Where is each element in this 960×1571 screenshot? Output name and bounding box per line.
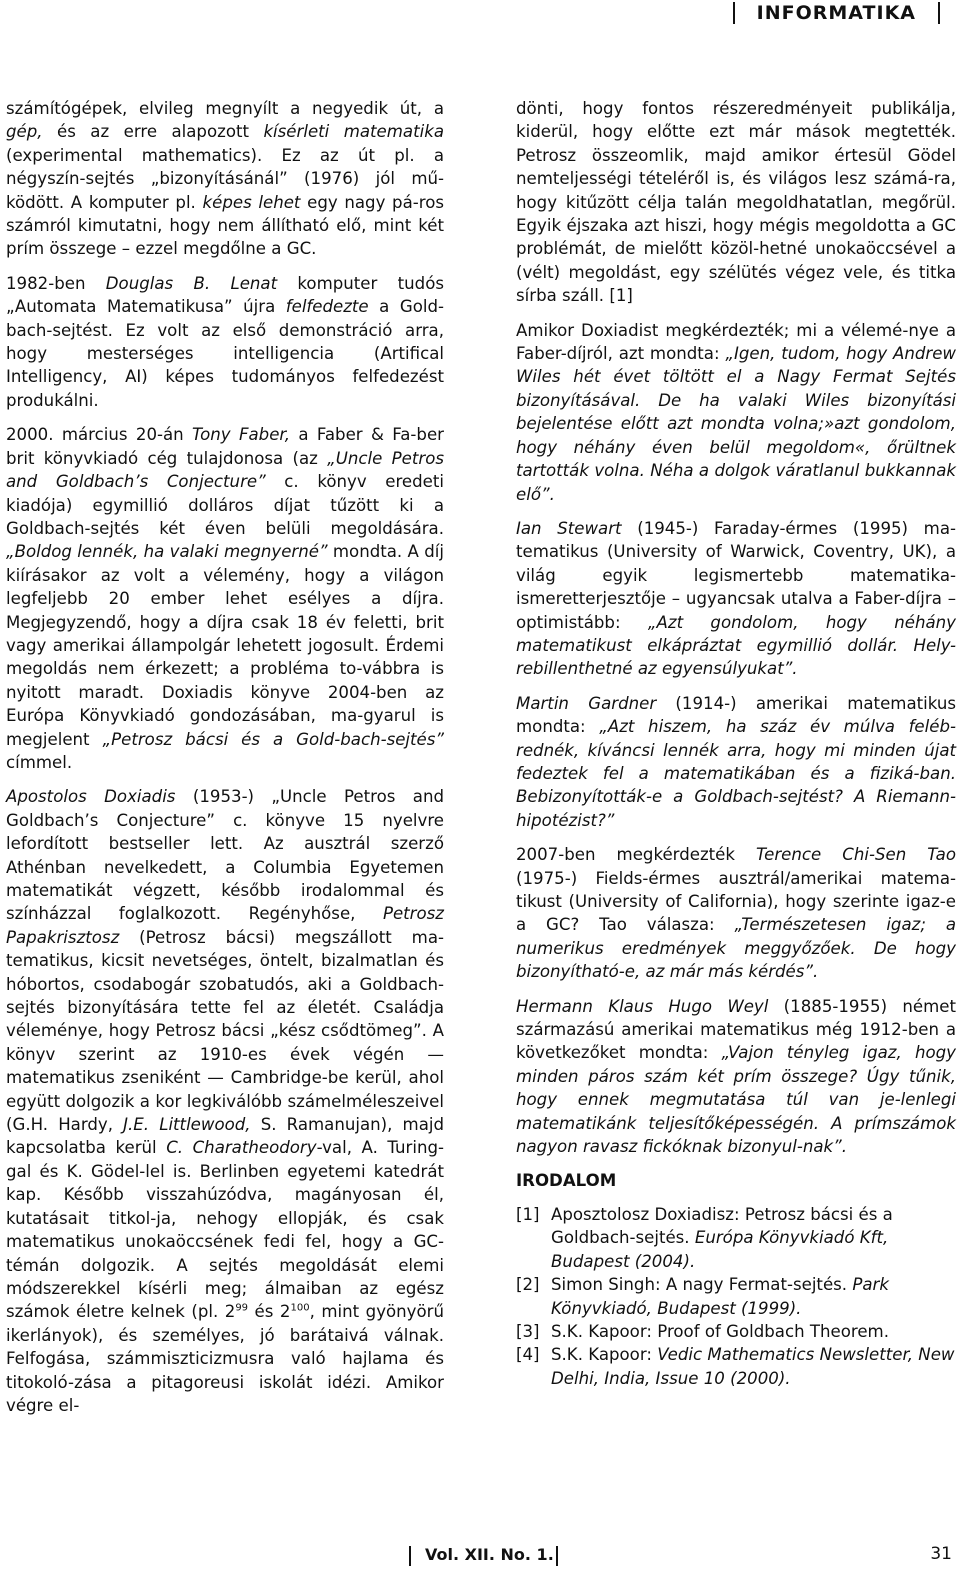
footer-rule-2 — [556, 1546, 558, 1566]
running-header — [733, 0, 940, 26]
emphasis-text: „Vajon tényleg igaz, hogy minden páros szám két prím összege? Úgy tűnik, hogy ennek megmutatása túl van je-lenlegi matematikánk teljesítőképességén. A prímszámok nagyon ravasz fickóknak bizonyul-nak”. — [516, 1043, 956, 1157]
reference-list — [516, 1203, 956, 1390]
emphasis-text: „Természetesen igaz; a numerikus eredmények meggyőzőek. De hogy bizonyítható-e, az már más kérdés”. — [516, 915, 956, 982]
emphasis-text: Martin Gardner — [516, 693, 657, 713]
emphasis-text: „Igen, tudom, hogy Andrew Wiles hét évet töltött el a Nagy Fermat Sejtés bizonyításával. De ha valaki Wiles bizonyítási bejelentése előtt azt mondta volna;»azt gondolom, hogy néhány éven belül megoldom«, őrültnek tartották volna. Néha a dolgok váratlanul bukkannak elő”. — [516, 344, 956, 504]
reference-number: [4] — [516, 1345, 540, 1365]
emphasis-text: Apostolos Doxiadis — [6, 787, 176, 807]
reference-item — [516, 1320, 956, 1343]
emphasis-text: Tony Faber, — [192, 425, 290, 445]
body-paragraph: Ian Stewart (1945-) Faraday-érmes (1995) ma-tematikus (University of Warwick, Coventry, UK), a világ egyik legismertebb matematika-ismeretterjesztője – ugyancsak utalva a Faber-díjra – optimistább: „Azt gondolom, hogy néhány matematikust elkápráztat egymillió dollár. Hely-rebillenthetné az egyensúlyukat”. — [516, 518, 957, 679]
reference-text: S.K. Kapoor: Proof of Goldbach Theorem. — [551, 1321, 889, 1341]
emphasis-text: J.E. Littlewood, — [123, 1115, 251, 1135]
section-title: INFORMATIKA — [756, 2, 916, 24]
page-footer — [0, 1543, 960, 1569]
right-column — [516, 97, 956, 1390]
emphasis-text: Terence Chi-Sen Tao — [756, 845, 956, 865]
body-paragraph: 2007-ben megkérdezték Terence Chi-Sen Tao (1975-) Fields-érmes ausztrál/amerikai matema-tikust (University of California), hogy szerinte igaz-e a GC? Tao válasza: „Természetesen igaz; a numerikus eredmények meggyőzőek. De hogy bizonyítható-e, az már más kérdés”. — [516, 845, 956, 982]
superscript: 99 — [235, 1302, 249, 1314]
reference-number: [1] — [516, 1204, 540, 1224]
body-paragraph: Amikor Doxiadist megkérdezték; mi a vélemé-nye a Faber-díjról, azt mondta: „Igen, tudom, hogy Andrew Wiles hét évet töltött el a Nagy Fermat Sejtés bizonyításával. De ha valaki Wiles bizonyítási bejelentése előtt azt mondta volna;»azt gondolom, hogy néhány éven belül megoldom«, őrültnek tartották volna. Néha a dolgok váratlanul bukkannak elő”. — [516, 320, 956, 504]
emphasis-text: „Petrosz bácsi és a Gold-bach-sejtés” — [102, 729, 445, 749]
emphasis-text: képes lehet — [202, 192, 301, 212]
emphasis-text: Vedic Mathematics Newsletter, New Delhi, India, Issue 10 (2000). — [551, 1345, 955, 1388]
volume-label: Vol. XII. No. 1. — [425, 1545, 554, 1564]
reference-text: Simon Singh: A nagy Fermat-sejtés. Park Könyvkiadó, Budapest (1999). — [551, 1275, 889, 1318]
emphasis-text: Park Könyvkiadó, Budapest (1999). — [551, 1275, 889, 1318]
header-rule-right — [938, 2, 940, 24]
reference-text: S.K. Kapoor: Vedic Mathematics Newsletter, New Delhi, India, Issue 10 (2000). — [551, 1345, 955, 1388]
body-paragraph: számítógépek, elvileg megnyílt a negyedik út, a gép, és az erre alapozott kísérleti matematika (experimental mathematics). Ez az út pl. a négyszín-sejtés „bizonyításánál” (1976) jól mű-ködött. A komputer pl. képes lehet egy nagy pá-ros számról kimutatni, hogy nem állítható elő, mint két prím összege – ezzel megdőlne a GC. — [6, 99, 445, 259]
reference-item — [516, 1273, 956, 1320]
emphasis-text: Douglas B. Lenat — [105, 273, 278, 293]
reference-number: [2] — [516, 1275, 540, 1295]
emphasis-text: felfedezte — [285, 297, 369, 317]
body-paragraph: Martin Gardner (1914-) amerikai matematikus mondta: „Azt hiszem, ha száz év múlva feléb-rednék, kíváncsi lennék arra, hogy mi minden újat fedeztek fel a matematikában és a fiziká-ban. Bebizonyították-e a Goldbach-sejtést? A Riemann-hipotézist?” — [516, 693, 956, 830]
right-column-body — [516, 97, 956, 1158]
body-paragraph: 1982-ben Douglas B. Lenat komputer tudós „Automata Matematikusa” újra felfedezte a Gold-bach-sejtést. Ez volt az első demonstráció arra, hogy mesterséges intelligencia (Artifical Intelligency, AI) képes tudományos felfedezést produkálni. — [6, 273, 444, 410]
left-column — [6, 97, 444, 1428]
emphasis-text: Petrosz Papakrisztosz — [6, 904, 444, 947]
page-number: 31 — [930, 1544, 952, 1564]
emphasis-text: „Azt hiszem, ha száz év múlva feléb-rednék, kíváncsi lennék arra, hogy mi minden újat fedeztek fel a matematikában és a fiziká-ban. Bebizonyították-e a Goldbach-sejtést? A Riemann-hipotézist?” — [516, 717, 956, 830]
reference-item — [516, 1203, 956, 1273]
emphasis-text: kísérleti matematika — [263, 122, 444, 142]
references-heading: IRODALOM — [516, 1171, 617, 1191]
emphasis-text: Európa Könyvkiadó Kft, Budapest (2004). — [551, 1228, 889, 1271]
emphasis-text: Hermann Klaus Hugo Weyl — [516, 996, 769, 1016]
emphasis-text: „Azt gondolom, hogy néhány matematikust elkápráztat egymillió dollár. Hely-rebillenthetné az egyensúlyukat”. — [516, 612, 956, 679]
emphasis-text: „Boldog lennék, ha valaki megnyerné” — [6, 542, 328, 562]
emphasis-text: Ian Stewart — [516, 518, 622, 538]
reference-item — [516, 1343, 956, 1390]
body-paragraph: dönti, hogy fontos részeredményeit publikálja, kiderül, hogy előtte ezt már mások megtették. Petrosz összeomlik, majd amikor értesül Gödel nemteljességi tételéről is, és világos lesz számá-ra, hogy kitűzött célja talán megoldhatatlan, megőrül. Egyik éjszaka azt hiszi, hogy mégis megoldotta a GC problémát, de mielőtt közöl-hetné unokaöccsével a (vélt) megoldást, egy szélütés végez vele, és titka sírba száll. [1] — [516, 99, 956, 306]
emphasis-text: gép, — [6, 122, 43, 142]
body-paragraph: Hermann Klaus Hugo Weyl (1885-1955) német származású amerikai matematikus még 1912-ben a következőket mondta: „Vajon tényleg igaz, hogy minden páros szám két prím összege? Úgy tűnik, hogy ennek megmutatása túl van je-lenlegi matematikánk teljesítőképességén. A prímszámok nagyon ravasz fickóknak bizonyul-nak”. — [516, 996, 956, 1157]
body-paragraph: Apostolos Doxiadis (1953-) „Uncle Petros and Goldbach’s Conjecture” c. könyve 15 nyelvre lefordított bestseller lett. Az ausztrál szerző Athénban nevelkedett, a Columbia Egyetemen matematikát végzett, később irodalommal és színházzal foglalkozott. Regényhőse, Petrosz Papakrisztosz (Petrosz bácsi) megszállott ma-tematikus, kicsit nevetséges, öntelt, bizalmatlan és hóbortos, csodabogár szobatudós, aki a Goldbach-sejtés bizonyítására tette fel az életét. Családja véleménye, hogy Petrosz bácsi „kész csődtömeg”. A könyv szerint az 1910-es évek végén — matematikus zseniként — Cambridge-be kerül, ahol együtt dolgozik a kor legkiválóbb számelméleszeivel (G.H. Hardy, J.E. Littlewood, S. Ramanujan), majd kapcsolatba kerül C. Charatheodory-val, A. Turing-gal és K. Gödel-lel is. Berlinben egyetemi katedrát kap. Később visszahúzódva, magányosan él, kutatásait titkol-ja, nehogy ellopják, és csak matematikus unokaöccsének fedi fel, hogy a GC-témán dolgozik. A sejtés megoldását elemi módszerekkel kísérli meg; álmaiban az egész számok életre kelnek (pl. $2^{99}$ és $2^{100}$, mint gyönyörű ikerlányok), és személyes, jó barátaivá válnak. Felfogása, számmiszticizmusra való hajlama és titokoló-zása a pitagoreusi iskolát idézi. Amikor végre el- — [6, 787, 445, 1415]
footer-rule-1 — [409, 1546, 411, 1566]
reference-text: Aposztolosz Doxiadisz: Petrosz bácsi és a Goldbach-sejtés. Európa Könyvkiadó Kft, Budapest (2004). — [551, 1204, 893, 1271]
emphasis-text: C. Charatheodory — [166, 1138, 317, 1158]
superscript: 100 — [290, 1302, 310, 1314]
emphasis-text: „Uncle Petros and Goldbach’s Conjecture” — [6, 448, 444, 492]
body-paragraph: 2000. március 20-án Tony Faber, a Faber & Fa-ber brit könyvkiadó cég tulajdonosa (az „Uncle Petros and Goldbach’s Conjecture” c. könyv eredeti kiadója) egymillió dolláros díjat tűzött ki a Goldbach-sejtés két éven belüli megoldására. „Boldog lennék, ha valaki megnyerné” mondta. A díj kiírásakor az volt a vélemény, hogy a világon legfeljebb 20 ember lehet esélyes a díjra. Megjegyzendő, hogy a díjra csak 18 év feletti, brit vagy amerikai állampolgár lehetett jogosult. Érdemi megoldás nem érkezett; a probléma to-vábbra is nyitott maradt. Doxiadis könyve 2004-ben az Európa Könyvkiadó gondozásában, ma-gyarul is megjelent „Petrosz bácsi és a Gold-bach-sejtés” címmel. — [6, 425, 445, 772]
reference-number: [3] — [516, 1321, 540, 1341]
